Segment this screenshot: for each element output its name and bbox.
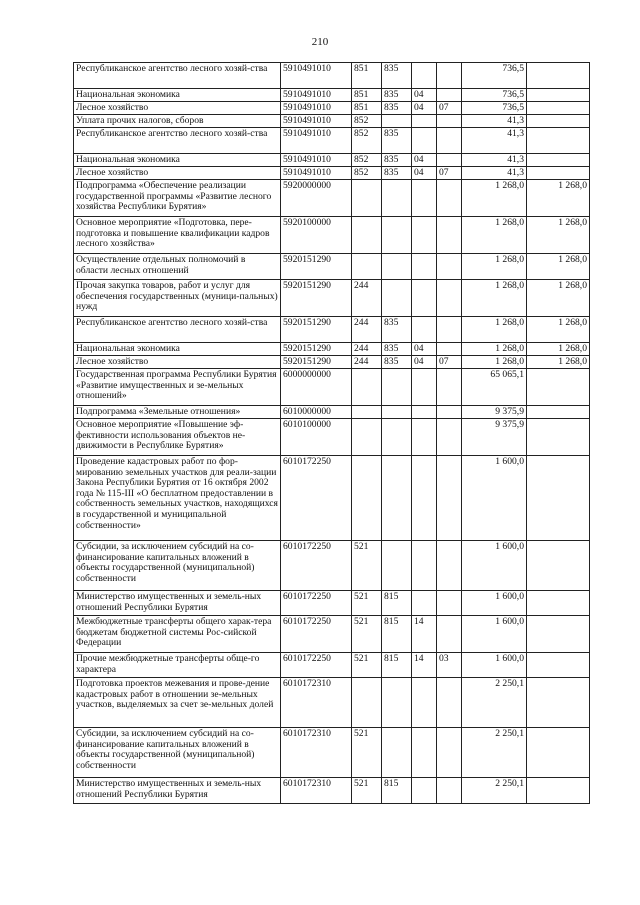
row-code-cell: 6010172250 bbox=[281, 616, 352, 653]
table-row bbox=[74, 317, 590, 343]
row-vr-cell: 521 bbox=[352, 728, 382, 778]
row-grbs-cell: 835 bbox=[382, 167, 412, 180]
row-name-cell: Подготовка проектов межевания и прове-дение кадастровых работ в отношении зе-мельных участков, выделяемых за счет зе-мельных долей bbox=[74, 678, 281, 728]
row-grbs-cell bbox=[382, 280, 412, 317]
row-vr-cell: 852 bbox=[352, 154, 382, 167]
row-vr-cell: 521 bbox=[352, 653, 382, 678]
row-value-2-cell bbox=[527, 89, 590, 102]
row-rz-cell: 04 bbox=[412, 356, 437, 369]
row-pr-cell bbox=[437, 591, 462, 616]
row-rz-cell bbox=[412, 541, 437, 591]
budget-table bbox=[73, 62, 590, 804]
row-pr-cell bbox=[437, 154, 462, 167]
row-code-cell: 6010100000 bbox=[281, 419, 352, 456]
row-vr-cell: 521 bbox=[352, 541, 382, 591]
row-vr-cell: 852 bbox=[352, 167, 382, 180]
table-row bbox=[74, 678, 590, 728]
row-name-cell: Прочая закупка товаров, работ и услуг для обеспечения государственных (муници-пальных) нужд bbox=[74, 280, 281, 317]
row-grbs-cell bbox=[382, 728, 412, 778]
row-grbs-cell: 835 bbox=[382, 102, 412, 115]
row-code-cell: 6010172310 bbox=[281, 728, 352, 778]
row-grbs-cell bbox=[382, 180, 412, 217]
table-row bbox=[74, 616, 590, 653]
row-name-cell: Национальная экономика bbox=[74, 154, 281, 167]
row-rz-cell bbox=[412, 317, 437, 343]
row-pr-cell bbox=[437, 369, 462, 406]
row-grbs-cell bbox=[382, 217, 412, 254]
row-rz-cell bbox=[412, 419, 437, 456]
table-row bbox=[74, 89, 590, 102]
row-vr-cell bbox=[352, 406, 382, 419]
row-name-cell: Осуществление отдельных полномочий в области лесных отношений bbox=[74, 254, 281, 280]
row-rz-cell bbox=[412, 63, 437, 89]
row-pr-cell bbox=[437, 728, 462, 778]
table-row bbox=[74, 369, 590, 406]
row-vr-cell bbox=[352, 369, 382, 406]
row-value-2-cell bbox=[527, 63, 590, 89]
row-name-cell: Основное мероприятие «Повышение эф-фективности использования объектов не-движимости в Республике Бурятия» bbox=[74, 419, 281, 456]
table-row bbox=[74, 456, 590, 541]
row-name-cell: Уплата прочих налогов, сборов bbox=[74, 115, 281, 128]
row-vr-cell: 851 bbox=[352, 89, 382, 102]
table-row bbox=[74, 356, 590, 369]
row-grbs-cell bbox=[382, 254, 412, 280]
row-pr-cell bbox=[437, 217, 462, 254]
row-code-cell: 6010172250 bbox=[281, 541, 352, 591]
row-value-2-cell: 1 268,0 bbox=[527, 217, 590, 254]
row-grbs-cell: 835 bbox=[382, 343, 412, 356]
row-value-2-cell: 1 268,0 bbox=[527, 254, 590, 280]
row-name-cell: Лесное хозяйство bbox=[74, 356, 281, 369]
row-vr-cell bbox=[352, 217, 382, 254]
row-pr-cell bbox=[437, 115, 462, 128]
row-code-cell: 6010172250 bbox=[281, 591, 352, 616]
row-value-1-cell: 41,3 bbox=[462, 167, 527, 180]
row-vr-cell: 244 bbox=[352, 317, 382, 343]
row-code-cell: 6010172310 bbox=[281, 678, 352, 728]
row-vr-cell: 521 bbox=[352, 778, 382, 804]
row-grbs-cell: 815 bbox=[382, 653, 412, 678]
row-value-1-cell: 41,3 bbox=[462, 128, 527, 154]
row-value-1-cell: 2 250,1 bbox=[462, 728, 527, 778]
row-value-2-cell bbox=[527, 653, 590, 678]
row-code-cell: 5920151290 bbox=[281, 280, 352, 317]
row-pr-cell bbox=[437, 63, 462, 89]
row-pr-cell bbox=[437, 89, 462, 102]
row-vr-cell: 244 bbox=[352, 280, 382, 317]
row-rz-cell bbox=[412, 217, 437, 254]
row-value-1-cell: 1 268,0 bbox=[462, 280, 527, 317]
row-rz-cell bbox=[412, 456, 437, 541]
row-name-cell: Подпрограмма «Обеспечение реализации государственной программы «Развитие лесного хозяйства Республики Бурятия» bbox=[74, 180, 281, 217]
row-rz-cell bbox=[412, 406, 437, 419]
row-value-1-cell: 1 600,0 bbox=[462, 541, 527, 591]
table-row bbox=[74, 128, 590, 154]
row-value-1-cell: 1 268,0 bbox=[462, 180, 527, 217]
row-value-2-cell bbox=[527, 728, 590, 778]
row-value-2-cell bbox=[527, 406, 590, 419]
row-rz-cell: 14 bbox=[412, 653, 437, 678]
row-value-1-cell: 1 268,0 bbox=[462, 254, 527, 280]
row-value-2-cell bbox=[527, 167, 590, 180]
table-row bbox=[74, 63, 590, 89]
row-value-2-cell bbox=[527, 591, 590, 616]
row-vr-cell: 851 bbox=[352, 102, 382, 115]
row-value-2-cell bbox=[527, 678, 590, 728]
table-row bbox=[74, 728, 590, 778]
row-value-2-cell: 1 268,0 bbox=[527, 343, 590, 356]
row-value-1-cell: 1 600,0 bbox=[462, 591, 527, 616]
row-value-2-cell bbox=[527, 419, 590, 456]
row-name-cell: Национальная экономика bbox=[74, 89, 281, 102]
row-value-1-cell: 1 268,0 bbox=[462, 343, 527, 356]
row-value-1-cell: 736,5 bbox=[462, 89, 527, 102]
row-value-2-cell bbox=[527, 102, 590, 115]
row-code-cell: 5920151290 bbox=[281, 317, 352, 343]
row-rz-cell: 04 bbox=[412, 89, 437, 102]
row-code-cell: 5910491010 bbox=[281, 63, 352, 89]
row-value-1-cell: 41,3 bbox=[462, 154, 527, 167]
row-code-cell: 5910491010 bbox=[281, 89, 352, 102]
table-row bbox=[74, 254, 590, 280]
row-code-cell: 5910491010 bbox=[281, 115, 352, 128]
row-code-cell: 5920000000 bbox=[281, 180, 352, 217]
row-rz-cell: 14 bbox=[412, 616, 437, 653]
row-name-cell: Прочие межбюджетные трансферты обще-го характера bbox=[74, 653, 281, 678]
row-vr-cell: 851 bbox=[352, 63, 382, 89]
row-value-2-cell bbox=[527, 115, 590, 128]
row-rz-cell bbox=[412, 180, 437, 217]
row-grbs-cell: 815 bbox=[382, 591, 412, 616]
row-grbs-cell bbox=[382, 541, 412, 591]
row-rz-cell bbox=[412, 128, 437, 154]
row-pr-cell bbox=[437, 317, 462, 343]
row-name-cell: Национальная экономика bbox=[74, 343, 281, 356]
row-rz-cell: 04 bbox=[412, 167, 437, 180]
row-value-1-cell: 65 065,1 bbox=[462, 369, 527, 406]
row-vr-cell bbox=[352, 678, 382, 728]
row-grbs-cell: 835 bbox=[382, 317, 412, 343]
row-value-1-cell: 1 268,0 bbox=[462, 217, 527, 254]
table-row bbox=[74, 406, 590, 419]
row-name-cell: Подпрограмма «Земельные отношения» bbox=[74, 406, 281, 419]
row-code-cell: 6000000000 bbox=[281, 369, 352, 406]
row-vr-cell: 521 bbox=[352, 591, 382, 616]
row-vr-cell bbox=[352, 419, 382, 456]
row-value-1-cell: 9 375,9 bbox=[462, 406, 527, 419]
row-rz-cell bbox=[412, 115, 437, 128]
row-value-2-cell: 1 268,0 bbox=[527, 280, 590, 317]
row-grbs-cell: 815 bbox=[382, 778, 412, 804]
row-pr-cell bbox=[437, 616, 462, 653]
table-row bbox=[74, 419, 590, 456]
row-vr-cell: 852 bbox=[352, 128, 382, 154]
row-value-2-cell: 1 268,0 bbox=[527, 180, 590, 217]
table-row bbox=[74, 280, 590, 317]
row-value-1-cell: 2 250,1 bbox=[462, 778, 527, 804]
row-code-cell: 5910491010 bbox=[281, 102, 352, 115]
row-grbs-cell: 835 bbox=[382, 128, 412, 154]
row-grbs-cell bbox=[382, 369, 412, 406]
table-row bbox=[74, 343, 590, 356]
row-name-cell: Республиканское агентство лесного хозяй-ства bbox=[74, 63, 281, 89]
row-name-cell: Проведение кадастровых работ по фор-мированию земельных участков для реали-зации Закона Республики Бурятия от 16 октября 2002 года № 115-III «О бесплатном предоставлении в собственность земельных участков, находящихся в государственной и муниципальной собственности» bbox=[74, 456, 281, 541]
row-code-cell: 5920100000 bbox=[281, 217, 352, 254]
row-value-1-cell: 736,5 bbox=[462, 102, 527, 115]
row-value-2-cell bbox=[527, 369, 590, 406]
table-row bbox=[74, 591, 590, 616]
page-number: 210 bbox=[311, 36, 329, 48]
row-grbs-cell bbox=[382, 456, 412, 541]
row-name-cell: Лесное хозяйство bbox=[74, 102, 281, 115]
row-pr-cell bbox=[437, 343, 462, 356]
row-code-cell: 5910491010 bbox=[281, 167, 352, 180]
row-value-2-cell bbox=[527, 128, 590, 154]
row-rz-cell bbox=[412, 778, 437, 804]
row-value-2-cell: 1 268,0 bbox=[527, 356, 590, 369]
row-code-cell: 6010172310 bbox=[281, 778, 352, 804]
row-rz-cell bbox=[412, 728, 437, 778]
row-pr-cell bbox=[437, 128, 462, 154]
row-rz-cell: 04 bbox=[412, 154, 437, 167]
row-vr-cell bbox=[352, 180, 382, 217]
row-code-cell: 6010172250 bbox=[281, 456, 352, 541]
row-value-1-cell: 1 600,0 bbox=[462, 653, 527, 678]
row-rz-cell bbox=[412, 254, 437, 280]
row-pr-cell bbox=[437, 778, 462, 804]
row-code-cell: 5920151290 bbox=[281, 356, 352, 369]
row-grbs-cell bbox=[382, 406, 412, 419]
row-rz-cell bbox=[412, 369, 437, 406]
row-grbs-cell: 835 bbox=[382, 63, 412, 89]
row-value-1-cell: 1 600,0 bbox=[462, 616, 527, 653]
row-grbs-cell: 835 bbox=[382, 89, 412, 102]
row-name-cell: Основное мероприятие «Подготовка, пере-подготовка и повышение квалификации кадров лесного хозяйства» bbox=[74, 217, 281, 254]
row-grbs-cell bbox=[382, 115, 412, 128]
row-grbs-cell: 835 bbox=[382, 154, 412, 167]
row-vr-cell: 244 bbox=[352, 343, 382, 356]
table-row bbox=[74, 180, 590, 217]
row-name-cell: Республиканское агентство лесного хозяй-ства bbox=[74, 317, 281, 343]
row-vr-cell: 852 bbox=[352, 115, 382, 128]
row-rz-cell bbox=[412, 280, 437, 317]
row-name-cell: Лесное хозяйство bbox=[74, 167, 281, 180]
table-row bbox=[74, 102, 590, 115]
row-value-2-cell bbox=[527, 456, 590, 541]
table-row bbox=[74, 653, 590, 678]
row-name-cell: Межбюджетные трансферты общего харак-тера бюджетам бюджетной системы Рос-сийской Федерации bbox=[74, 616, 281, 653]
row-code-cell: 5920151290 bbox=[281, 343, 352, 356]
row-value-1-cell: 1 268,0 bbox=[462, 317, 527, 343]
row-pr-cell bbox=[437, 678, 462, 728]
row-vr-cell bbox=[352, 254, 382, 280]
row-rz-cell: 04 bbox=[412, 343, 437, 356]
row-rz-cell bbox=[412, 678, 437, 728]
row-value-1-cell: 2 250,1 bbox=[462, 678, 527, 728]
table-row bbox=[74, 541, 590, 591]
row-name-cell: Субсидии, за исключением субсидий на со-финансирование капитальных вложений в объекты государственной (муниципальной) собственности bbox=[74, 728, 281, 778]
row-name-cell: Субсидии, за исключением субсидий на со-финансирование капитальных вложений в объекты государственной (муниципальной) собственности bbox=[74, 541, 281, 591]
row-vr-cell: 521 bbox=[352, 616, 382, 653]
row-value-2-cell bbox=[527, 778, 590, 804]
row-code-cell: 6010172250 bbox=[281, 653, 352, 678]
row-rz-cell: 04 bbox=[412, 102, 437, 115]
row-value-2-cell bbox=[527, 616, 590, 653]
row-pr-cell bbox=[437, 254, 462, 280]
table-row bbox=[74, 217, 590, 254]
row-pr-cell bbox=[437, 180, 462, 217]
row-pr-cell bbox=[437, 419, 462, 456]
row-name-cell: Министерство имущественных и земель-ных отношений Республики Бурятия bbox=[74, 778, 281, 804]
row-value-1-cell: 41,3 bbox=[462, 115, 527, 128]
row-value-1-cell: 1 600,0 bbox=[462, 456, 527, 541]
row-code-cell: 5910491010 bbox=[281, 128, 352, 154]
table-row bbox=[74, 115, 590, 128]
table-row bbox=[74, 778, 590, 804]
table-body bbox=[74, 63, 590, 804]
row-grbs-cell bbox=[382, 678, 412, 728]
row-pr-cell: 07 bbox=[437, 167, 462, 180]
row-name-cell: Государственная программа Республики Бурятия «Развитие имущественных и зе-мельных отношений» bbox=[74, 369, 281, 406]
table-row bbox=[74, 167, 590, 180]
row-pr-cell bbox=[437, 541, 462, 591]
row-value-1-cell: 1 268,0 bbox=[462, 356, 527, 369]
row-pr-cell: 07 bbox=[437, 356, 462, 369]
row-vr-cell: 244 bbox=[352, 356, 382, 369]
row-value-2-cell bbox=[527, 154, 590, 167]
row-code-cell: 6010000000 bbox=[281, 406, 352, 419]
row-value-2-cell bbox=[527, 541, 590, 591]
row-rz-cell bbox=[412, 591, 437, 616]
row-name-cell: Республиканское агентство лесного хозяй-ства bbox=[74, 128, 281, 154]
row-code-cell: 5920151290 bbox=[281, 254, 352, 280]
row-grbs-cell: 815 bbox=[382, 616, 412, 653]
row-grbs-cell: 835 bbox=[382, 356, 412, 369]
row-grbs-cell bbox=[382, 419, 412, 456]
row-pr-cell: 03 bbox=[437, 653, 462, 678]
table-row bbox=[74, 154, 590, 167]
row-code-cell: 5910491010 bbox=[281, 154, 352, 167]
row-name-cell: Министерство имущественных и земель-ных отношений Республики Бурятия bbox=[74, 591, 281, 616]
row-pr-cell bbox=[437, 280, 462, 317]
row-value-2-cell: 1 268,0 bbox=[527, 317, 590, 343]
row-value-1-cell: 736,5 bbox=[462, 63, 527, 89]
row-vr-cell bbox=[352, 456, 382, 541]
row-value-1-cell: 9 375,9 bbox=[462, 419, 527, 456]
row-pr-cell bbox=[437, 456, 462, 541]
row-pr-cell bbox=[437, 406, 462, 419]
row-pr-cell: 07 bbox=[437, 102, 462, 115]
